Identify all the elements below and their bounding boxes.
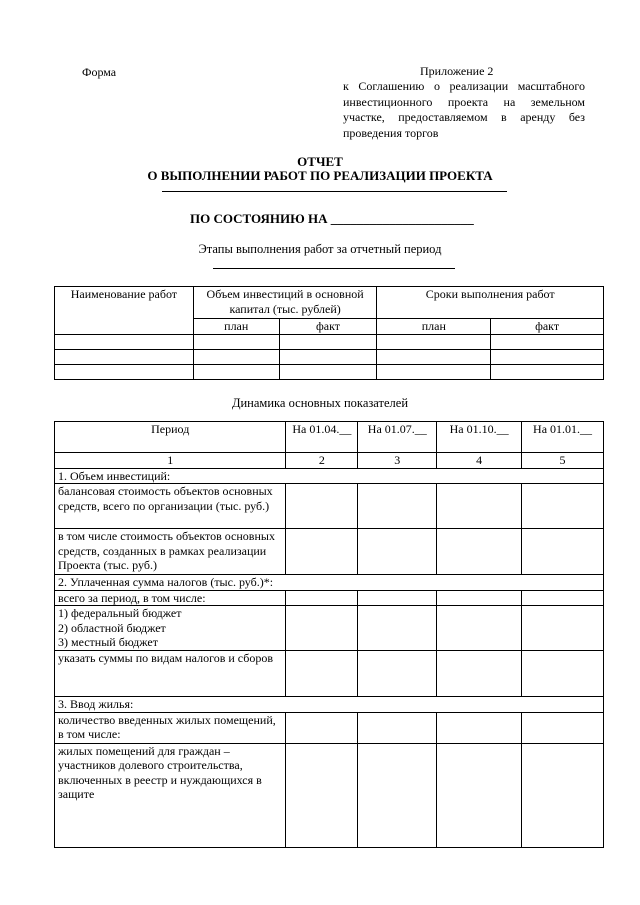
table-cell[interactable] (279, 349, 377, 364)
table-cell[interactable] (437, 529, 522, 575)
table-cell[interactable] (377, 334, 491, 349)
report-title: ОТЧЕТ (297, 154, 343, 169)
table-row (55, 712, 604, 743)
appendix-text: к Соглашению о реализации масштабного инвестиционного проекта на земельном участке, предоставляемом в аренду без проведения торгов (343, 79, 585, 140)
table-cell[interactable] (377, 364, 491, 379)
table-cell[interactable] (55, 349, 194, 364)
table-cell[interactable] (437, 606, 522, 651)
table-cell[interactable] (286, 712, 358, 743)
table-cell[interactable] (193, 334, 279, 349)
status-line (190, 211, 474, 227)
table-cell[interactable] (358, 712, 437, 743)
terms-fact-header: факт (491, 319, 604, 335)
stages-title: Этапы выполнения работ за отчетный период (198, 242, 442, 256)
table-cell[interactable] (358, 590, 437, 606)
col-number-2: 2 (286, 453, 358, 469)
row-invest-balance: балансовая стоимость объектов основных средств, всего по организации (тыс. руб.) (55, 484, 286, 529)
table-cell[interactable] (358, 529, 437, 575)
table-cell[interactable] (377, 349, 491, 364)
table-cell[interactable] (286, 651, 358, 697)
terms-plan-header: план (377, 319, 491, 335)
col-date-2: На 01.07.__ (358, 422, 437, 453)
table-cell[interactable] (358, 743, 437, 847)
row-tax-federal: 1) федеральный бюджет (58, 606, 182, 620)
table-cell[interactable] (522, 651, 604, 697)
col-number-5: 5 (522, 453, 604, 469)
table-row (55, 590, 604, 606)
col-work-name: Наименование работ (55, 287, 194, 335)
form-label: Форма (82, 65, 117, 79)
row-invest-header: 1. Объем инвестиций: (55, 468, 604, 484)
invest-plan-header: план (193, 319, 279, 335)
title-underline (162, 191, 507, 192)
row-invest-project: в том числе стоимость объектов основных средств, созданных в рамках реализации Проекта (тыс. руб.) (55, 529, 286, 575)
table-row (55, 349, 604, 364)
table-cell[interactable] (193, 349, 279, 364)
table-row (55, 651, 604, 697)
row-tax-budgets (55, 606, 286, 651)
row-tax-by-type: указать суммы по видам налогов и сборов (55, 651, 286, 697)
table-row (55, 484, 604, 529)
row-housing-count: количество введенных жилых помещений, в том числе: (55, 712, 286, 743)
table-cell[interactable] (358, 484, 437, 529)
col-date-4: На 01.01.__ (522, 422, 604, 453)
row-housing-header: 3. Ввод жилья: (55, 697, 604, 713)
table-row (55, 529, 604, 575)
table-cell[interactable] (286, 606, 358, 651)
table-cell[interactable] (522, 743, 604, 847)
table-cell[interactable] (279, 364, 377, 379)
dynamics-title: Динамика основных показателей (231, 396, 409, 410)
row-tax-header: 2. Уплаченная сумма налогов (тыс. руб.)*: (55, 575, 604, 591)
row-housing-shared: жилых помещений для граждан – участников долевого строительства, включенных в реестр и нуждающихся в защите (55, 743, 286, 847)
table-row (55, 334, 604, 349)
col-date-3: На 01.10.__ (437, 422, 522, 453)
table-cell[interactable] (358, 606, 437, 651)
table-cell[interactable] (522, 484, 604, 529)
col-date-1: На 01.04.__ (286, 422, 358, 453)
col-terms: Сроки выполнения работ (377, 287, 604, 319)
table-row (55, 743, 604, 847)
table-cell[interactable] (55, 364, 194, 379)
table-cell[interactable] (522, 606, 604, 651)
report-subtitle: О ВЫПОЛНЕНИИ РАБОТ ПО РЕАЛИЗАЦИИ ПРОЕКТА (147, 168, 493, 183)
table-cell[interactable] (279, 334, 377, 349)
appendix-title: Приложение 2 (420, 64, 494, 78)
table-cell[interactable] (286, 743, 358, 847)
table-cell[interactable] (193, 364, 279, 379)
col-number-3: 3 (358, 453, 437, 469)
table-cell[interactable] (286, 590, 358, 606)
table-cell[interactable] (522, 529, 604, 575)
table-cell[interactable] (437, 651, 522, 697)
table-row (55, 364, 604, 379)
table-cell[interactable] (437, 590, 522, 606)
table-cell[interactable] (286, 484, 358, 529)
table-cell[interactable] (437, 484, 522, 529)
row-tax-local: 3) местный бюджет (58, 635, 158, 649)
table-cell[interactable] (286, 529, 358, 575)
row-tax-regional: 2) областной бюджет (58, 620, 166, 635)
table-cell[interactable] (522, 712, 604, 743)
table-row (55, 606, 604, 651)
col-number-1: 1 (55, 453, 286, 469)
status-label: ПО СОСТОЯНИЮ НА (190, 211, 328, 226)
col-number-4: 4 (437, 453, 522, 469)
table-cell[interactable] (491, 364, 604, 379)
table-cell[interactable] (522, 590, 604, 606)
table-cell[interactable] (437, 712, 522, 743)
table-cell[interactable] (491, 349, 604, 364)
table-cell[interactable] (55, 334, 194, 349)
col-period: Период (55, 422, 286, 453)
row-tax-total: всего за период, в том числе: (55, 590, 286, 606)
invest-fact-header: факт (279, 319, 377, 335)
table-cell[interactable] (437, 743, 522, 847)
table-cell[interactable] (358, 651, 437, 697)
col-investment: Объем инвестиций в основной капитал (тыс. рублей) (193, 287, 377, 319)
indicators-table (54, 421, 604, 848)
stages-underline (213, 268, 455, 269)
works-table (54, 286, 604, 380)
status-date-blank: ______________________ (330, 211, 474, 226)
table-cell[interactable] (491, 334, 604, 349)
